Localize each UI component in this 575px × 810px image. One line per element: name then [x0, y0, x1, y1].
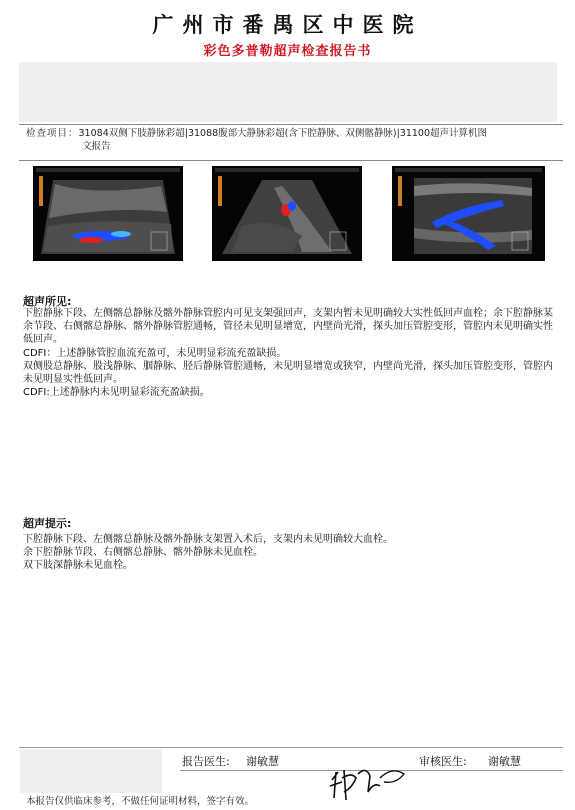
exam-items-label: 检查项目：	[26, 128, 79, 139]
handwritten-signature	[326, 758, 410, 806]
findings-paragraph: CDFI：上述静脉管腔血流充盈可，未见明显彩流充盈缺损。	[23, 347, 287, 359]
findings-paragraph: 双侧股总静脉、股浅静脉、腘静脉、胫后静脉管腔通畅，未见明显增宽或狭窄，内壁尚光滑，探头加压管腔变形，管腔内未见明显实性低回声。	[23, 360, 553, 386]
conclusion-line: 双下肢深静脉未见血栓。	[23, 560, 133, 572]
conclusion-line: 余下腔静脉节段、右侧髂总静脉、髂外静脉未见血栓。	[23, 547, 263, 559]
reviewer-label: 审核医生:	[419, 755, 467, 768]
disclaimer: 本报告仅供临床参考，不做任何证明材料，签字有效。	[26, 796, 255, 807]
divider	[19, 124, 563, 125]
findings-paragraph: 下腔静脉下段、左侧髂总静脉及髂外静脉管腔内可见支架强回声，支架内暂未见明确较大实性低回声血栓；余下腔静脉某余节段、右侧髂总静脉、髂外静脉管腔通畅，管径未见明显增宽，内壁尚光滑，探头加压管腔变形，管腔内未见明确实性低回声。	[23, 308, 553, 346]
exam-items	[26, 127, 566, 153]
findings-paragraph: CDFI:上述静脉内未见明显彩流充盈缺损。	[23, 387, 210, 399]
divider	[19, 747, 563, 748]
redacted-qr-area	[20, 749, 162, 793]
ultrasound-image-1	[33, 166, 183, 261]
reporter-label: 报告医生:	[182, 755, 230, 768]
ultrasound-image-2	[212, 166, 362, 261]
ultrasound-image-3	[392, 166, 545, 261]
exam-items-text-cont: 文报告	[82, 141, 111, 152]
redacted-patient-info	[19, 62, 557, 122]
findings-title: 超声所见:	[23, 295, 72, 308]
divider	[19, 160, 563, 161]
conclusion-line: 下腔静脉下段、左侧髂总静脉及髂外静脉支架置入术后，支架内未见明确较大血栓。	[23, 534, 393, 545]
report-subtitle: 彩色多普勒超声检查报告书	[203, 44, 372, 59]
reviewer-name: 谢敏慧	[488, 755, 521, 768]
hospital-name: 广州市番禺区中医院	[152, 12, 423, 37]
findings-text	[23, 307, 558, 399]
conclusion-title: 超声提示:	[23, 517, 72, 530]
exam-items-text: 31084双侧下肢静脉彩超|31088腹部大静脉彩超(含下腔静脉、双侧髂静脉)|31100超声计算机图	[78, 128, 487, 139]
reporter-name: 谢敏慧	[246, 755, 279, 768]
conclusion-text	[23, 533, 558, 573]
